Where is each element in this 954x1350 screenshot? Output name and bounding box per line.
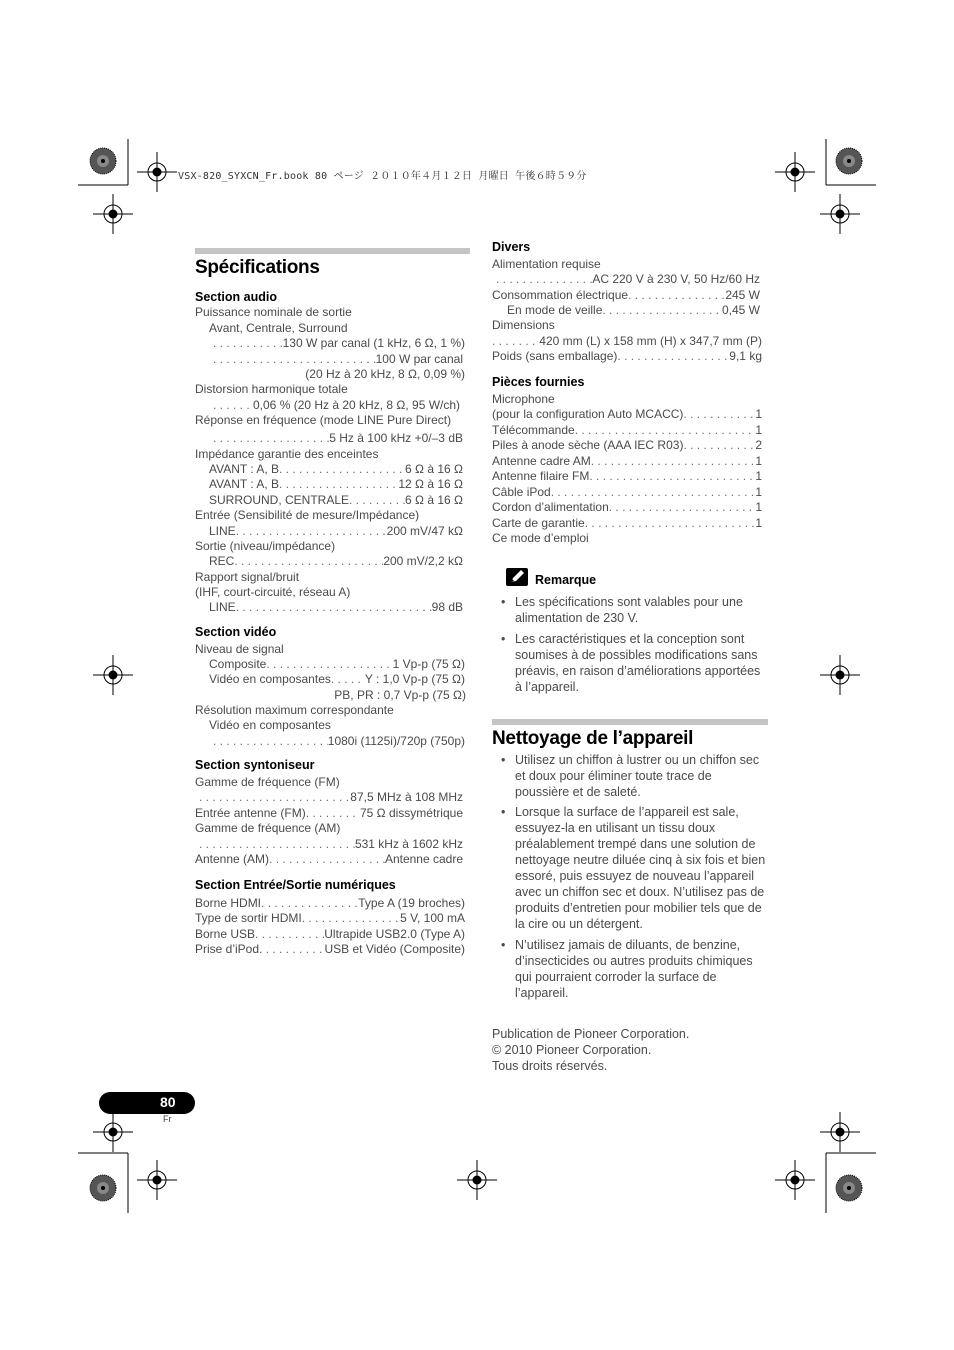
registration-star-icon: [836, 1175, 862, 1201]
spec-line: . . . 87,5 MHz à 108 MHz: [199, 790, 463, 805]
spec-line: Prise d’iPod . . . USB et Vidéo (Composite): [195, 942, 465, 957]
spec-line: Puissance nominale de sortie: [195, 305, 352, 319]
divers-heading: Divers: [492, 240, 531, 254]
page-language: Fr: [163, 1114, 172, 1124]
spec-line: Gamme de fréquence (AM): [195, 821, 341, 835]
spec-line: . . . 130 W par canal (1 kHz, 6 Ω, 1 %): [213, 336, 465, 351]
spec-line: Résolution maximum correspondante: [195, 703, 394, 717]
spec-line: Type de sortir HDMI . . . 5 V, 100 mA: [195, 911, 465, 926]
crop-target-icon: [137, 1160, 177, 1200]
spec-line: LINE . . . 98 dB: [209, 600, 463, 615]
spec-line: . . . 0,06 % (20 Hz à 20 kHz, 8 Ω, 95 W/ch): [213, 398, 463, 413]
spec-line: Carte de garantie . . . 1: [492, 516, 762, 531]
cleaning-title: Nettoyage de l’appareil: [492, 728, 694, 749]
crop-target-icon: [820, 655, 860, 695]
video-heading: Section vidéo: [195, 625, 277, 639]
spec-line: Impédance garantie des enceintes: [195, 447, 379, 461]
crop-target-icon: [93, 194, 133, 234]
publisher-line: Publication de Pioneer Corporation.: [492, 1027, 690, 1041]
spec-line: Dimensions: [492, 318, 555, 332]
spec-line: Antenne filaire FM . . . 1: [492, 469, 762, 484]
note-heading: Remarque: [535, 573, 597, 587]
tuner-heading: Section syntoniseur: [195, 758, 315, 772]
spec-line: Composite . . . 1 Vp-p (75 Ω): [209, 657, 465, 672]
spec-line: AVANT : A, B . . . 6 Ω à 16 Ω: [209, 462, 463, 477]
spec-line: Sortie (niveau/impédance): [195, 539, 336, 553]
specifications-title: Spécifications: [195, 257, 320, 278]
pencil-note-icon: [506, 568, 528, 586]
registration-star-icon: [90, 1175, 116, 1201]
spec-line: (IHF, court-circuité, réseau A): [195, 585, 351, 599]
digital-heading: Section Entrée/Sortie numériques: [195, 878, 396, 892]
page-number: 80: [160, 1094, 176, 1110]
registration-star-icon: [90, 148, 116, 174]
crop-target-icon: [137, 152, 177, 192]
spec-line: Distorsion harmonique totale: [195, 382, 348, 396]
crop-target-icon: [775, 152, 815, 192]
spec-line: Entrée antenne (FM) . . . 75 Ω dissymétrique: [195, 806, 463, 821]
spec-line: AVANT : A, B . . . 12 Ω à 16 Ω: [209, 477, 463, 492]
crop-target-icon: [93, 1112, 133, 1152]
spec-line: Entrée (Sensibilité de mesure/Impédance): [195, 508, 420, 522]
spec-line: Avant, Centrale, Surround: [209, 321, 348, 335]
spec-line: Vidéo en composantes: [209, 718, 331, 732]
spec-line: Télécommande . . . 1: [492, 423, 762, 438]
spec-line: Antenne cadre AM . . . 1: [492, 454, 762, 469]
spec-line: Borne USB . . . Ultrapide USB2.0 (Type A): [195, 927, 465, 942]
copyright-line: © 2010 Pioneer Corporation.: [492, 1043, 652, 1057]
spec-line: Câble iPod . . . 1: [492, 485, 762, 500]
spec-line: REC . . . 200 mV/2,2 kΩ: [209, 554, 463, 569]
spec-line: Niveau de signal: [195, 642, 284, 656]
spec-line: Piles à anode sèche (AAA IEC R03) . . . 2: [492, 438, 762, 453]
spec-line: (20 Hz à 20 kHz, 8 Ω, 0,09 %): [305, 367, 465, 381]
spec-line: . . . 100 W par canal: [213, 352, 463, 367]
pieces-heading: Pièces fournies: [492, 375, 585, 389]
crop-target-icon: [93, 655, 133, 695]
spec-line: . . . AC 220 V à 230 V, 50 Hz/60 Hz: [496, 272, 760, 287]
page-number-badge: [99, 1092, 195, 1114]
spec-line: Cordon d’alimentation . . . 1: [492, 500, 762, 515]
spec-line: Réponse en fréquence (mode LINE Pure Direct): [195, 413, 452, 427]
spec-line: Gamme de fréquence (FM): [195, 775, 340, 789]
spec-line: Alimentation requise: [492, 257, 601, 271]
spec-line: Microphone: [492, 392, 555, 406]
crop-target-icon: [820, 1112, 860, 1152]
spec-line: Vidéo en composantes . . . Y : 1,0 Vp-p (75 Ω): [209, 672, 465, 687]
registration-star-icon: [836, 148, 862, 174]
crop-target-icon: [457, 1160, 497, 1200]
crop-target-icon: [775, 1160, 815, 1200]
section-rule: [195, 248, 470, 254]
print-header: VSX-820_SYXCN_Fr.book 80 ページ ２０１０年４月１２日 月曜日 午後６時５９分: [178, 171, 587, 182]
spec-line: Ce mode d’emploi: [492, 531, 589, 545]
spec-line: . . . 1080i (1125i)/720p (750p): [213, 734, 465, 749]
spec-line: (pour la configuration Auto MCACC) . . . 1: [492, 407, 762, 422]
spec-line: . . . 420 mm (L) x 158 mm (H) x 347,7 mm (P): [492, 334, 762, 349]
spec-line: Rapport signal/bruit: [195, 570, 300, 584]
section-rule: [492, 719, 768, 725]
audio-heading: Section audio: [195, 290, 277, 304]
spec-line: Consommation électrique . . . 245 W: [492, 288, 760, 303]
spec-line: En mode de veille . . . 0,45 W: [507, 303, 760, 318]
spec-line: Antenne (AM) . . . Antenne cadre: [195, 852, 463, 867]
spec-line: SURROUND, CENTRALE . . . 6 Ω à 16 Ω: [209, 493, 463, 508]
spec-line: . . . 531 kHz à 1602 kHz: [199, 837, 463, 852]
spec-line: Borne HDMI . . . Type A (19 broches): [195, 896, 465, 911]
spec-line: LINE . . . 200 mV/47 kΩ: [209, 524, 463, 539]
spec-line: Poids (sans emballage) . . . 9,1 kg: [492, 349, 762, 364]
crop-target-icon: [820, 194, 860, 234]
spec-line: PB, PR : 0,7 Vp-p (75 Ω): [334, 688, 466, 702]
spec-line: . . . 5 Hz à 100 kHz +0/–3 dB: [213, 431, 463, 446]
rights-line: Tous droits réservés.: [492, 1059, 608, 1073]
